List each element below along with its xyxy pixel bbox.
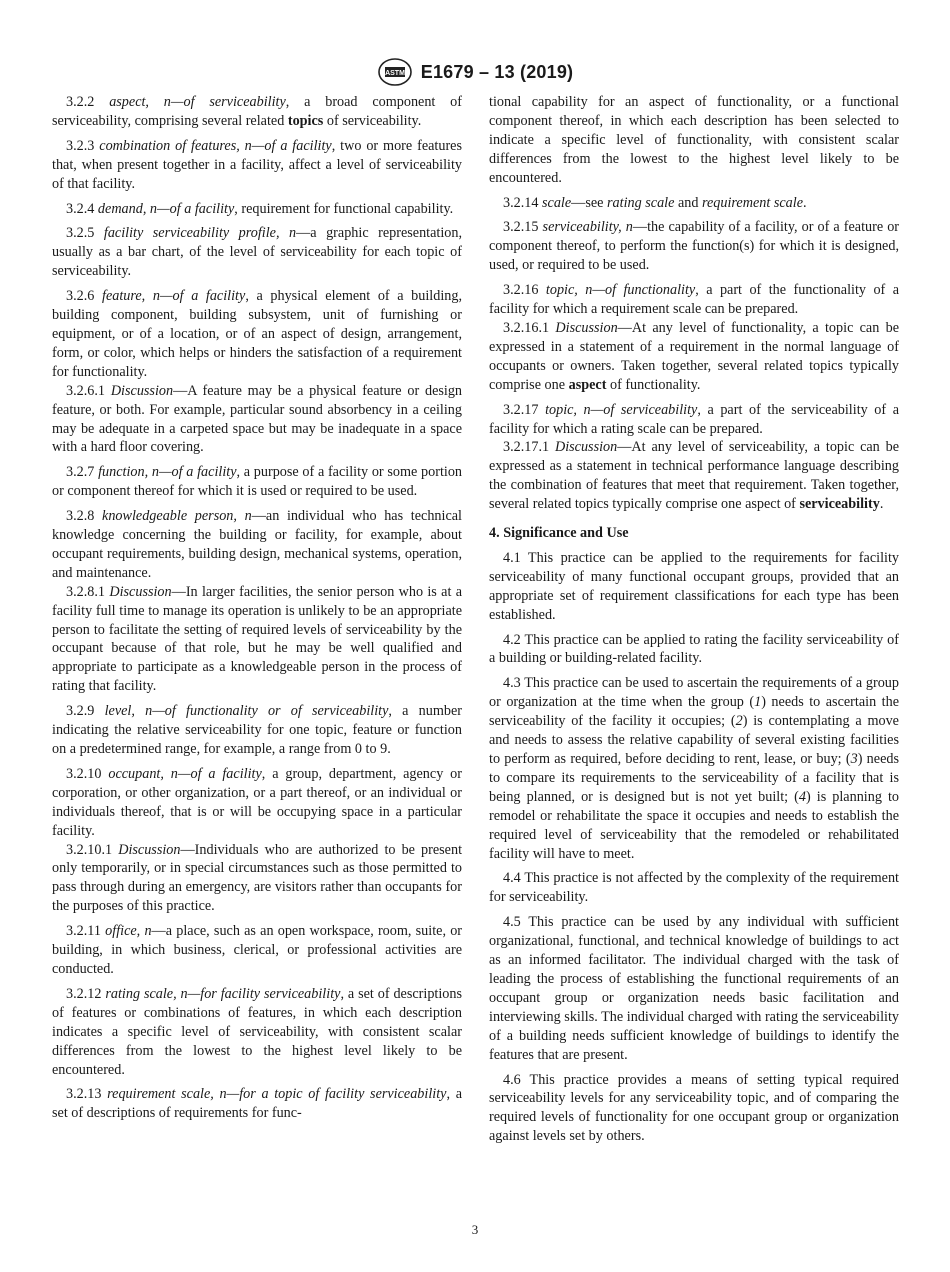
discussion-3-2-16-1: 3.2.16.1 Discussion—At any level of functionality, a topic can be expressed in a statement of a requirement in the normal language of occupants or owners. Taken together, several related topics typically comprise one aspect of functionality. [489, 319, 899, 393]
definition-3-2-9: 3.2.9 level, n—of functionality or of serviceability, a number indicating the relative serviceability for one topic, feature or function on a predetermined range, for example, a range from 0 to 9. [52, 703, 462, 757]
definition-3-2-4: 3.2.4 demand, n—of a facility, requirement for functional capability. [66, 200, 454, 217]
definition-3-2-13: 3.2.13 requirement scale, n—for a topic of facility serviceability, a set of descriptions of requirements for func- [52, 1086, 462, 1122]
definition-3-2-2: 3.2.2 aspect, n—of serviceability, a broad component of serviceability, comprising several related topics of serviceability. [52, 94, 462, 129]
definition-3-2-11: 3.2.11 office, n—a place, such as an open workspace, room, suite, or building, in which business, clerical, or professional activities are conducted. [52, 923, 463, 977]
definition-3-2-7: 3.2.7 function, n—of a facility, a purpose of a facility or some portion or component thereof for which it is used or required to be used. [52, 464, 463, 500]
definition-3-2-8: 3.2.8 knowledgeable person, n—an individual who has technical knowledge concerning the building or facility, for example, about occupant requirements, building design, mechanical systems, operation, and maintenance. [52, 508, 462, 581]
page-number: 3 [471, 1222, 479, 1237]
definition-3-2-17: 3.2.17 topic, n—of serviceability, a part of the serviceability of a facility for which a rating scale can be prepared. [489, 401, 900, 437]
definition-3-2-10: 3.2.10 occupant, n—of a facility, a group, department, agency or corporation, or other organization, or a part thereof, or an individual or individuals thereof, that is or will be occupying space in a particular facility. [52, 765, 462, 839]
svg-text:ASTM: ASTM [384, 70, 405, 77]
right-column [489, 93, 899, 1152]
definition-3-2-6: 3.2.6 feature, n—of a facility, a physical element of a building, building component, building subsystem, unit of furnishing or equipment, or of a location, or of an aspect of design, arrangement, form, or color, which helps or hinders the satisfaction of a requirement for functionality. [52, 288, 463, 380]
page-header [0, 57, 950, 87]
definition-3-2-13-continued: tional capability for an aspect of functionality, or a functional component thereof, in which each description has been selected to indicate a specific level of functionality, with consistent scalar differences from the lowest to the highest level likely to be encountered. [489, 94, 899, 186]
definition-3-2-15: 3.2.15 serviceability, n—the capability of a facility, or of a feature or component thereof, to perform the function(s) for which it is designed, used, or required to be used. [489, 219, 900, 274]
definition-3-2-12: 3.2.12 rating scale, n—for facility serviceability, a set of descriptions of features or combinations of features, in which each description indicates a specific level of serviceability, with consistent scalar differences from the lowest to the highest level likely to be encountered. [52, 985, 463, 1078]
discussion-3-2-6-1: 3.2.6.1 Discussion—A feature may be a physical feature or design feature, or both. For example, particular sound absorbency in a ceiling may be adequate in a carpeted space but may be inadequate in a space with a hard floor covering. [52, 382, 463, 456]
discussion-3-2-10-1: 3.2.10.1 Discussion—Individuals who are authorized to be present only temporarily, or in special circumstances such as those permitted to pass through during an emergency, are visitors rather than occupants for the purposes of this practice. [52, 841, 463, 915]
paragraph-4-3: 4.3 This practice can be used to ascertain the requirements of a group or organization at the time when the group (1) needs to ascertain the serviceability of the facility it occupies; (2) is contemplating a move and needs to assess the relative capability of several existing facilities to perform as required, before deciding to rent, lease, or buy; (3) needs to compare its requirements to the serviceability of a facility that is being planned, or is designed but is not yet built; (4) is planning to remodel or rehabilitate the space it occupies and needs to establish the required level of serviceability that the remodeled or rehabilitated facility will have to meet. [489, 675, 899, 862]
definition-3-2-3: 3.2.3 combination of features, n—of a facility, two or more features that, when present together in a facility, affect a level of serviceability of that facility. [52, 137, 462, 192]
paragraph-4-2: 4.2 This practice can be applied to rating the facility serviceability of a building or building-related facility. [489, 631, 899, 667]
section-heading: 4. Significance and Use [489, 525, 629, 542]
definition-3-2-5: 3.2.5 facility serviceability profile, n—a graphic representation, usually as a bar chart, of the level of serviceability for each topic of serviceability. [52, 225, 463, 280]
left-column [52, 93, 462, 1123]
discussion-3-2-17-1: 3.2.17.1 Discussion—At any level of serviceability, a topic can be expressed as a statement in technical performance language describing the combination of features that meet that requirement. Taken together, several related topics typically comprise one aspect of serviceability. [489, 439, 899, 513]
paragraph-4-5: 4.5 This practice can be used by any individual with sufficient organizational, functional, and technical knowledge of buildings to act as an informed facilitator. The individual charged with the task of leading the process of establishing the functional requirements of an occupant group or organization needs basic facilitation and interviewing skills. The individual charged with rating the serviceability of a building needs sufficient knowledge of buildings to identify the features that are present. [489, 914, 899, 1063]
paragraph-4-6: 4.6 This practice provides a means of setting typical required serviceability levels for any serviceability topic, and of comparing the required levels of functionality for one occupant group or organization against levels set by others. [489, 1071, 899, 1145]
discussion-3-2-8-1: 3.2.8.1 Discussion—In larger facilities, the senior person who is at a facility full time to manage its operation is unlikely to be an appropriate person to facilitate the setting of required levels of serviceability by the occupant because of that role, but he may be well qualified and appropriate to participate as a knowledgeable person in the process of rating that facility. [52, 583, 463, 695]
paragraph-4-1: 4.1 This practice can be applied to the requirements for facility serviceability of many functional occupant groups, provided that an appropriate set of requirement classifications for each type has been established. [489, 549, 899, 623]
document-designation: E1679 – 13 (2019) [420, 61, 574, 82]
astm-logo-icon [377, 57, 413, 87]
definition-3-2-16: 3.2.16 topic, n—of functionality, a part of the functionality of a facility for which a requirement scale can be prepared. [489, 282, 900, 318]
paragraph-4-4: 4.4 This practice is not affected by the complexity of the requirement for serviceability. [489, 870, 899, 906]
definition-3-2-14: 3.2.14 scale—see rating scale and requirement scale. [503, 194, 807, 211]
